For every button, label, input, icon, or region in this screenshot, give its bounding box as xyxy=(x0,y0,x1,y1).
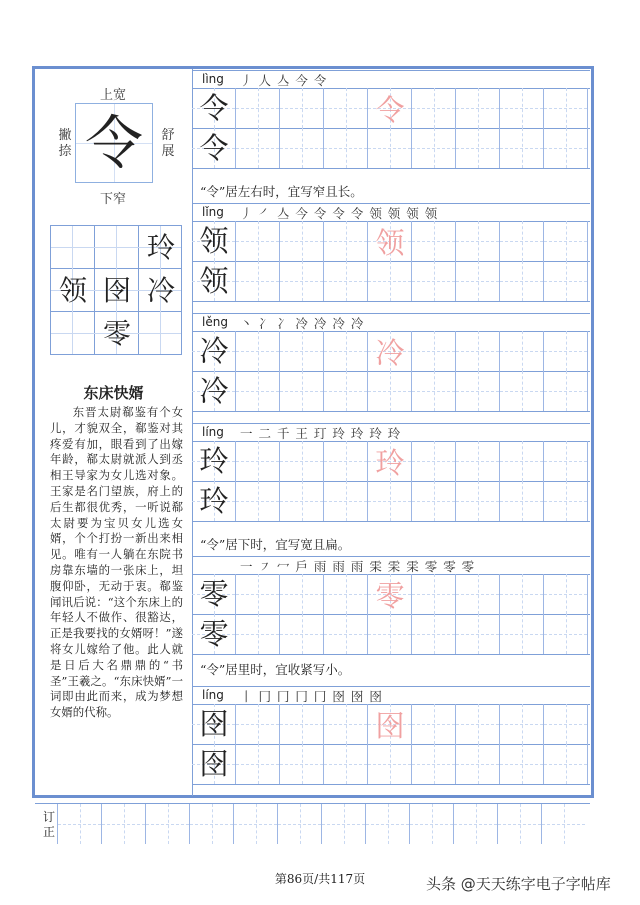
pinyin-1: lǐng xyxy=(202,205,224,219)
stroke-order-0: 丿 人 亼 今 令 xyxy=(240,73,328,88)
model-char: 领 xyxy=(199,224,229,258)
model-char: 玲 xyxy=(199,484,229,518)
stroke-order-2: 丶 冫 冫 冷 冷 冷 冷 xyxy=(240,316,365,331)
model-char: 令 xyxy=(199,91,229,125)
practice-row xyxy=(192,128,590,168)
practice-row xyxy=(192,744,590,784)
model-char: 冷 xyxy=(199,374,229,408)
story-title: 东床快婿 xyxy=(83,384,144,402)
model-char: 囹 xyxy=(199,747,229,781)
writing-tip: “令”居里时，宜收紧写小。 xyxy=(200,662,351,677)
correction-label: 订正 xyxy=(43,810,56,839)
page-number: 第86页/共117页 xyxy=(274,872,366,886)
key-annotation-left: 撇捺 xyxy=(58,128,72,159)
stroke-order-1: 丿 ㇒ 亼 今 令 令 令 领 领 领 领 xyxy=(240,206,439,221)
related-char-grid xyxy=(50,225,182,355)
practice-row xyxy=(192,481,590,521)
grid-char-ling4: 零 xyxy=(102,317,131,350)
pinyin-3: líng xyxy=(202,425,224,439)
story-text: 东晋太尉郗鉴有个女儿，才貌双全，郗鉴对其疼爱有加，眼看到了出嫁年龄，郗太尉就派人到丞相王导家为女儿选对象。王家是名门望族，府上的后生都很优秀，一听说郗太尉要为宝贝女儿选女婿，个个打扮一新出来相见。唯有一人躺在东院书房靠东墙的一张床上，坦腹仰卧，无动于衷。郗鉴闻讯后说：“这个东床上的年轻人不做作、很豁达，正是我要找的女婿呀！”遂将女儿嫁给了他。此人就是日后大名鼎鼎的“书圣”王羲之。“东床快婿”一词即由此而来，成为梦想女婿的代称。 xyxy=(50,405,183,720)
writing-tip: “令”居左右时，宜写窄且长。 xyxy=(200,184,363,199)
practice-row xyxy=(192,371,590,411)
trace-char: 零 xyxy=(375,579,405,613)
stroke-order-3: 一 二 千 王 玎 玲 玲 玲 玲 xyxy=(240,426,402,441)
model-char: 冷 xyxy=(199,334,229,368)
correction-row xyxy=(35,803,590,844)
stroke-order-5: 丨 冂 冂 冂 冂 囹 囹 囹 xyxy=(240,689,383,704)
trace-char: 冷 xyxy=(375,336,405,370)
pinyin-2: lěng xyxy=(202,315,228,329)
grid-char-leng: 冷 xyxy=(146,274,175,307)
trace-char: 领 xyxy=(375,226,405,260)
grid-char-ling: 玲 xyxy=(146,231,175,264)
key-annotation-right: 舒展 xyxy=(161,128,175,159)
practice-row xyxy=(192,261,590,301)
pinyin-5: líng xyxy=(202,688,224,702)
model-char: 零 xyxy=(199,617,229,651)
model-char: 令 xyxy=(199,131,229,165)
key-character: 令 xyxy=(84,109,143,177)
model-char: 玲 xyxy=(199,444,229,478)
model-char: 领 xyxy=(199,264,229,298)
trace-char: 令 xyxy=(375,93,405,127)
key-annotation-top: 上宽 xyxy=(100,88,127,103)
trace-char: 玲 xyxy=(375,446,405,480)
practice-row xyxy=(192,614,590,654)
grid-char-ling2: 领 xyxy=(58,274,87,307)
stroke-order-4: 一 ㇇ 冖 戶 雨 雨 雨 雬 雬 雬 零 零 零 xyxy=(240,559,476,574)
grid-char-ling3: 囹 xyxy=(102,274,131,307)
watermark: 头条 @天天练字电子字帖库 xyxy=(426,875,611,893)
model-char: 零 xyxy=(199,577,229,611)
trace-char: 囹 xyxy=(375,709,405,743)
key-annotation-bottom: 下窄 xyxy=(100,192,127,207)
pinyin-0: lìng xyxy=(202,72,224,86)
model-char: 囹 xyxy=(199,707,229,741)
writing-tip: “令”居下时，宜写宽且扁。 xyxy=(200,537,351,552)
